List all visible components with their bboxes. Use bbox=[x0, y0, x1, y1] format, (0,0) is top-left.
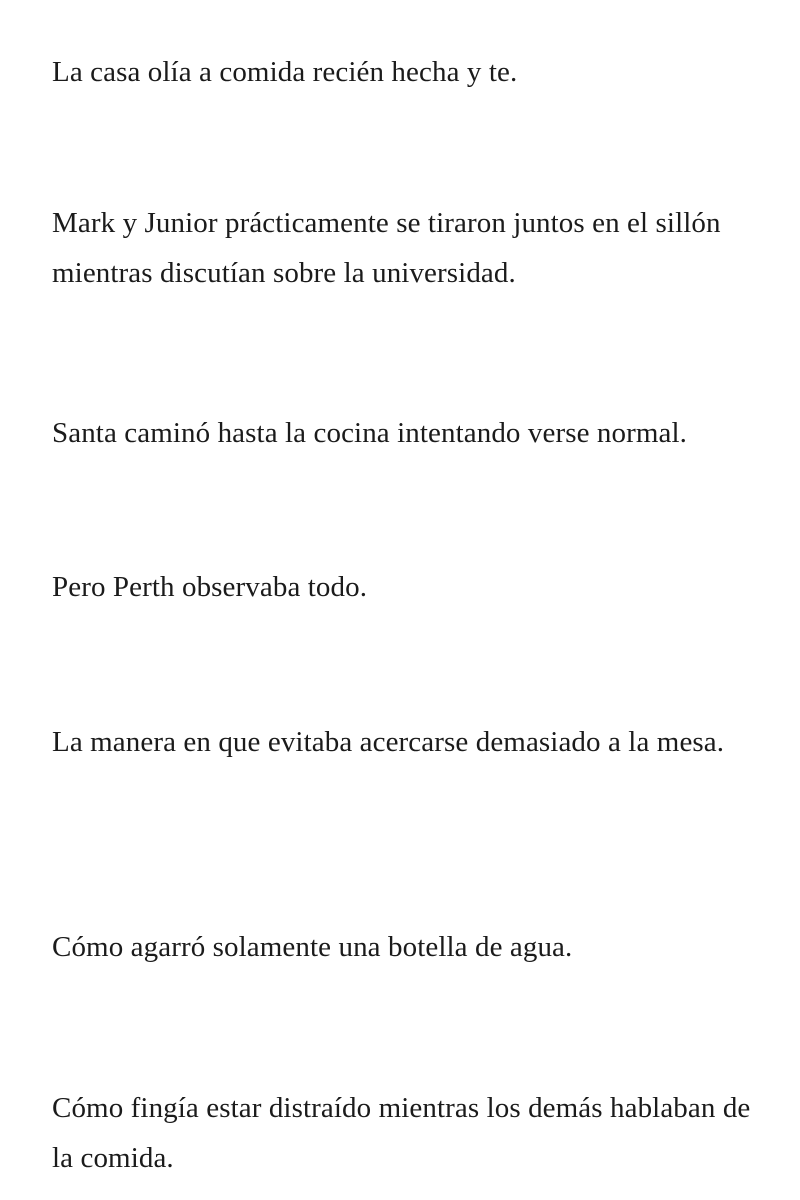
paragraph: Mark y Junior prácticamente se tiraron juntos en el sillón mientras discutían sobre la universidad. bbox=[52, 207, 721, 289]
paragraph: La casa olía a comida recién hecha y te. bbox=[52, 56, 518, 88]
paragraph: Santa caminó hasta la cocina intentando verse normal. bbox=[52, 417, 688, 449]
paragraph: Cómo fingía estar distraído mientras los demás hablaban de la comida. bbox=[52, 1092, 751, 1174]
paragraph: Cómo agarró solamente una botella de agua. bbox=[52, 931, 573, 963]
paragraph: Pero Perth observaba todo. bbox=[52, 571, 368, 603]
paragraph: La manera en que evitaba acercarse demasiado a la mesa. bbox=[52, 726, 725, 758]
